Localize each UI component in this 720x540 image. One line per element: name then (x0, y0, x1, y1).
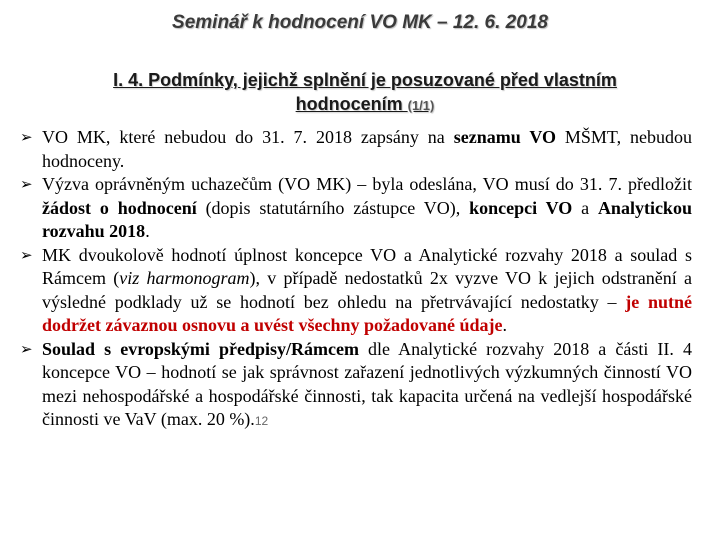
bullet-2-text-end: . (145, 221, 150, 241)
section-title-line1: I. 4. Podmínky, jejichž splnění je posuzované před vlastním (113, 70, 617, 90)
bullet-1-text-end: MŠMT, nebudou hodnoceny. (42, 127, 692, 171)
bullet-item-4 (20, 338, 692, 434)
bullet-3-text: MK dvoukolově hodnotí úplnost koncepce VO a Analytické rozvahy 2018 a soulad s Rámcem ( (42, 244, 692, 288)
page-number: 12 (254, 414, 269, 428)
slide-header-title: Seminář k hodnocení VO MK – 12. 6. 2018 (172, 12, 548, 33)
arrow-bullet-icon: ➢ (20, 128, 33, 146)
bullet-list (20, 126, 692, 434)
bullet-2-bold-request: žádost o hodnocení (42, 197, 197, 218)
bullet-4-bold: Soulad s evropskými předpisy/Rámcem (42, 338, 359, 359)
section-title (40, 68, 690, 118)
arrow-bullet-icon: ➢ (20, 339, 33, 358)
bullet-item-1 (20, 126, 692, 173)
bullet-1-text: VO MK, které nebudou do 31. 7. 2018 zapsány na (42, 127, 454, 147)
bullet-item-2 (20, 173, 692, 244)
bullet-2-text: Výzva oprávněným uchazečům (VO MK) – byla odeslána, VO musí do 31. 7. předložit (42, 174, 692, 194)
bullet-4-text: dle Analytické rozvahy 2018 a části II. 4 koncepce VO – hodnotí se jak správnost zařazení jednotlivých výzkumných činností VO mezi nehospodářské a hospodářské činnosti, tak kapacita určená na vedlejší hospodářské činnosti ve VaV (max. 20 %). (42, 338, 693, 429)
bullet-item-3 (20, 244, 692, 338)
bullet-3-italic: viz harmonogram (119, 268, 250, 288)
bullet-2-bold-concept: koncepci VO (469, 197, 573, 218)
bullet-2-text-mid: (dopis statutárního zástupce VO), (196, 197, 470, 218)
section-title-line2: hodnocením (295, 94, 408, 114)
bullet-2-text-and: a (572, 197, 598, 218)
bullet-3-text-mid: ), v případě nedostatků 2x vyzve VO k jejich odstranění a výsledné podklady už se hodnotí bez ohledu na přetrvávající nedostatky – (42, 268, 692, 312)
arrow-bullet-icon: ➢ (20, 245, 33, 264)
bullet-1-bold: seznamu VO (453, 127, 556, 147)
bullet-3-emphasis: je nutné dodržet závaznou osnovu a uvést všechny požadované údaje (42, 291, 692, 335)
arrow-bullet-icon: ➢ (20, 175, 33, 193)
bullet-3-text-end: . (502, 315, 508, 335)
section-fraction: (1/1) (407, 98, 435, 113)
bullet-2-bold-analysis: Analytickou rozvahu 2018 (42, 197, 692, 241)
